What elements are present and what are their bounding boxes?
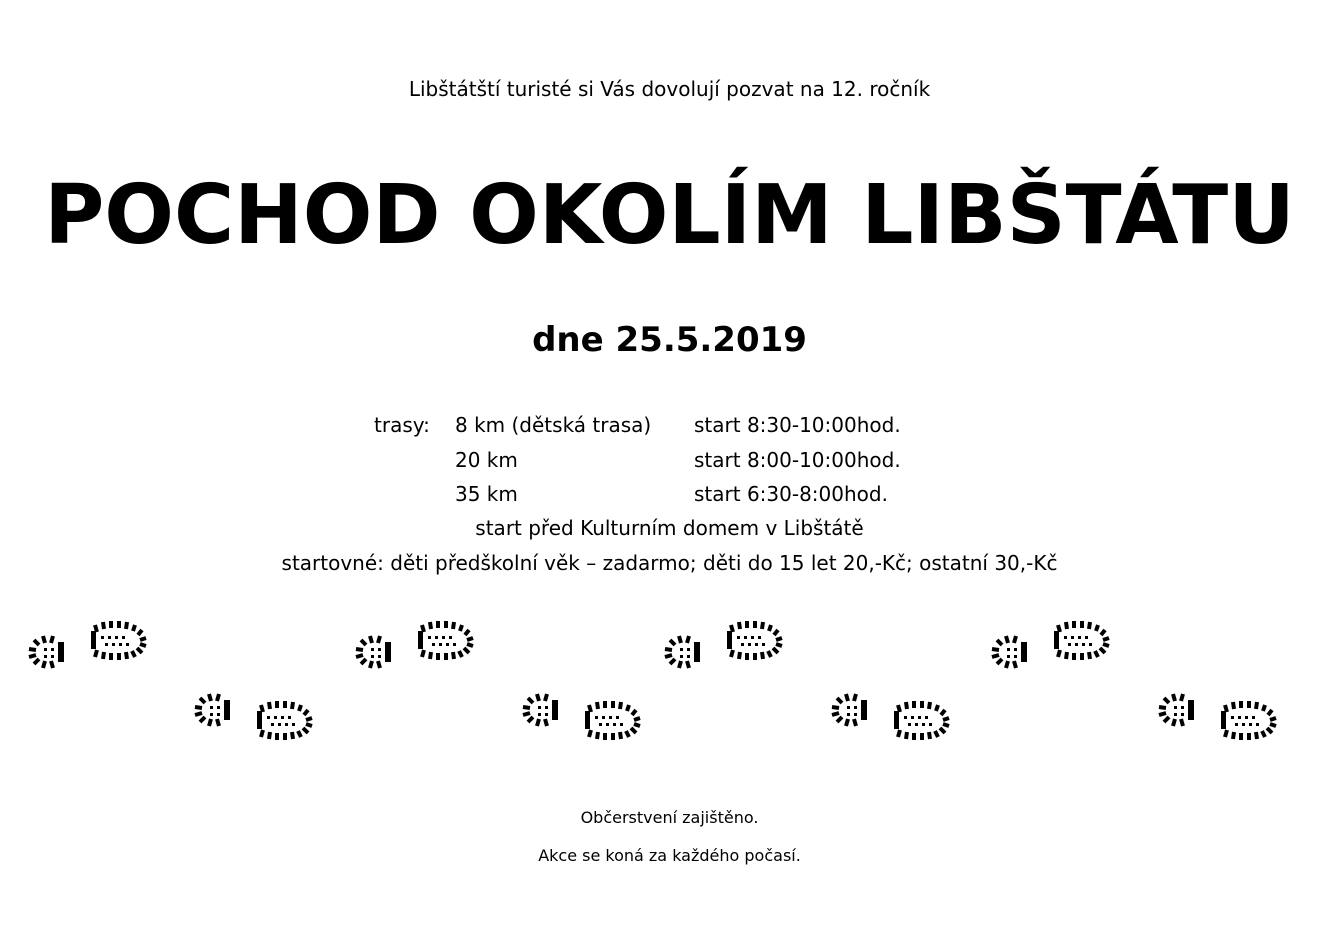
- routes-label: trasy:: [374, 413, 430, 437]
- route-distance: 20 km: [455, 448, 518, 472]
- event-title: POCHOD OKOLÍM LIBŠTÁTU: [44, 168, 1295, 263]
- refreshments-note: Občerstvení zajištěno.: [580, 808, 759, 827]
- start-location: start před Kulturním domem v Libštátě: [475, 516, 864, 540]
- footprints-icon: [0, 600, 1339, 760]
- route-start-time: start 8:30-10:00hod.: [694, 413, 901, 437]
- route-start-time: start 6:30-8:00hod.: [694, 482, 888, 506]
- route-distance: 8 km (dětská trasa): [455, 413, 652, 437]
- entry-fee: startovné: děti předškolní věk – zadarmo; děti do 15 let 20,-Kč; ostatní 30,-Kč: [281, 551, 1058, 575]
- intro-text: Libštátští turisté si Vás dovolují pozvat na 12. ročník: [408, 77, 931, 101]
- route-distance: 35 km: [455, 482, 518, 506]
- weather-note: Akce se koná za každého počasí.: [538, 846, 801, 865]
- event-date: dne 25.5.2019: [532, 320, 807, 360]
- route-start-time: start 8:00-10:00hod.: [694, 448, 901, 472]
